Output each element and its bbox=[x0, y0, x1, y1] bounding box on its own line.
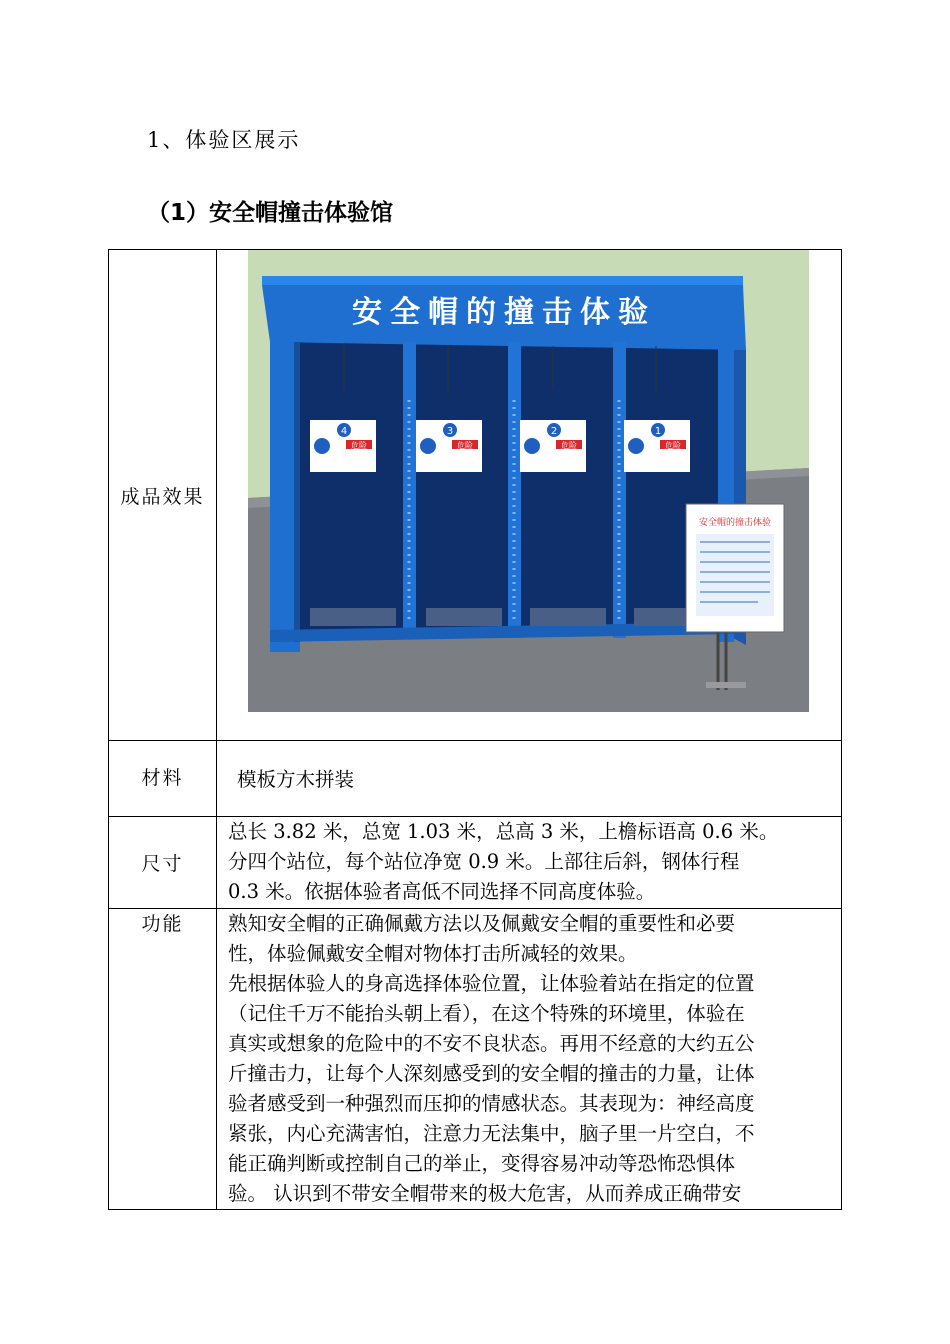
panel-number-4: 4 bbox=[340, 426, 348, 437]
effect-photo-cell bbox=[217, 250, 842, 741]
function-line-3: 先根据体验人的身高选择体验位置，让体验着站在指定的位置 bbox=[228, 972, 755, 995]
function-cell bbox=[217, 909, 842, 1210]
function-label: 功能 bbox=[109, 909, 217, 1210]
subsection-heading: （1）安全帽撞击体验馆 bbox=[147, 200, 394, 226]
size-line-3: 0.3 米。依据体验者高低不同选择不同高度体验。 bbox=[228, 880, 656, 903]
warning-panel-3 bbox=[416, 420, 482, 472]
warning-panel-1 bbox=[624, 420, 690, 472]
function-line-4: （记住千万不能抬头朝上看），在这个特殊的环境里，体验在 bbox=[228, 1002, 745, 1025]
function-line-1: 熟知安全帽的正确佩戴方法以及佩戴安全帽的重要性和必要 bbox=[228, 912, 736, 935]
function-line-5: 真实或想象的危险中的不安不良状态。再用不经意的大约五公 bbox=[228, 1032, 755, 1055]
sign-title: 安全帽的撞击体验 bbox=[352, 295, 656, 330]
booth-photo bbox=[248, 250, 809, 712]
panel-number-3: 3 bbox=[446, 426, 454, 437]
panel-warning-1: 危险 bbox=[665, 441, 681, 450]
table-row-material bbox=[109, 741, 842, 817]
function-line-7: 验者感受到一种强烈而压抑的情感状态。其表现为：神经高度 bbox=[228, 1092, 755, 1115]
warning-panel-2 bbox=[520, 420, 586, 472]
material-value: 模板方木拼装 bbox=[237, 768, 355, 791]
warning-panel-4 bbox=[310, 420, 376, 472]
table-row-effect bbox=[109, 250, 842, 741]
section-heading: 1、体验区展示 bbox=[147, 128, 301, 152]
function-line-9: 能正确判断或控制自己的举止，变得容易冲动等恐怖恐惧体 bbox=[228, 1152, 736, 1175]
size-line-2: 分四个站位，每个站位净宽 0.9 米。上部往后斜，钢体行程 bbox=[228, 850, 740, 873]
spec-table bbox=[108, 249, 842, 1210]
size-cell bbox=[217, 817, 842, 909]
function-line-2: 性，体验佩戴安全帽对物体打击所减轻的效果。 bbox=[228, 942, 638, 965]
function-line-6: 斤撞击力，让每个人深刻感受到的安全帽的撞击的力量，让体 bbox=[228, 1062, 755, 1085]
size-label: 尺寸 bbox=[109, 817, 217, 909]
panel-warning-3: 危险 bbox=[457, 441, 473, 450]
function-line-10: 验。 认识到不带安全帽带来的极大危害，从而养成正确带安 bbox=[228, 1182, 742, 1205]
panel-number-1: 1 bbox=[654, 426, 662, 437]
panel-warning-2: 危险 bbox=[561, 441, 577, 450]
table-row-function bbox=[109, 909, 842, 1210]
size-line-1: 总长 3.82 米，总宽 1.03 米，总高 3 米，上檐标语高 0.6 米。 bbox=[228, 820, 779, 843]
panel-warning-4: 危险 bbox=[351, 441, 367, 450]
material-label: 材料 bbox=[109, 741, 217, 817]
panel-number-2: 2 bbox=[550, 426, 558, 437]
material-cell bbox=[217, 741, 842, 817]
table-row-size bbox=[109, 817, 842, 909]
function-line-8: 紧张，内心充满害怕，注意力无法集中，脑子里一片空白，不 bbox=[228, 1122, 755, 1145]
effect-label: 成品效果 bbox=[109, 250, 217, 741]
board-title: 安全帽的撞击体验 bbox=[698, 518, 772, 528]
